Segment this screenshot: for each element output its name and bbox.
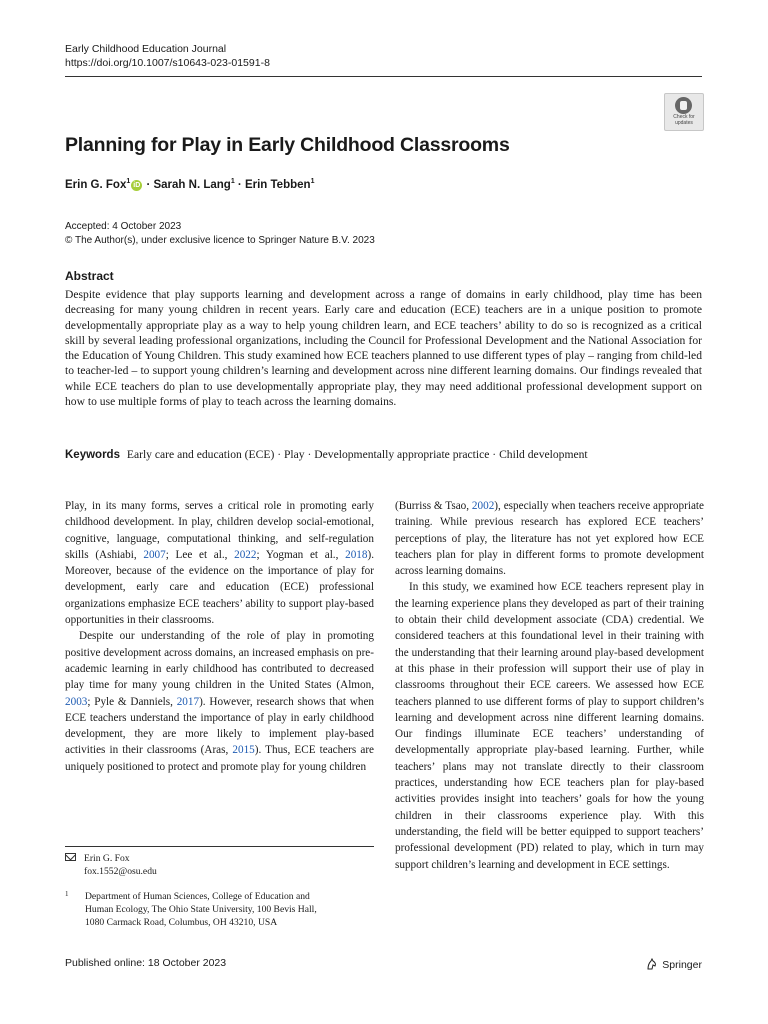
affiliation-text: Department of Human Sciences, College of Education and Human Ecology, The Ohio State University, 100 Bevis Hall, 1080 Carmack Road, Columbus, OH 43210, USA (85, 891, 317, 928)
citation-link[interactable]: 2022 (234, 548, 257, 561)
author-name[interactable]: Erin Tebben (244, 178, 311, 191)
keywords (65, 448, 705, 461)
keyword: Developmentally appropriate practice (314, 448, 490, 461)
affiliation-marker: 1 (230, 178, 235, 185)
keyword-separator: · (489, 448, 500, 461)
orcid-icon[interactable]: iD (133, 181, 141, 189)
published-date: Published online: 18 October 2023 (65, 957, 227, 969)
keyword: Early care and education (ECE) (126, 448, 275, 461)
abstract-heading: Abstract (65, 269, 114, 283)
body-paragraph: In this study, we examined how ECE teachers represent play in the learning experience plans they developed as part of their training to obtain their child development associate (CDA) credential. We considered teachers at this foundational level in their training with the understanding that their learning around play-based development at this phase in their profession will support their use of play in classrooms throughout their ECE careers. We assessed how ECE teachers planned to use different forms of play to support children’s learning and development across nine different learning domains. Our findings illuminate ECE teachers’ understanding of developmentally appropriate play-based learning. Further, while teachers’ plans may not translate directly to their classroom practices, understanding how ECE teachers plan for play-based activities provides insight into teachers’ goals for how the young children in their classrooms experience play. With this understanding, the field will be better equipped to support teachers’ professional development (PD) related to play, which in turn may support children’s learning and development in ECE settings. (395, 581, 704, 871)
citation-link[interactable]: 2017 (176, 695, 200, 708)
check-for-updates-badge[interactable] (664, 93, 704, 131)
article-title: Planning for Play in Early Childhood Classrooms (65, 134, 510, 156)
citation-link[interactable]: 2007 (143, 548, 166, 561)
author-list (65, 178, 314, 191)
article-dates (65, 220, 375, 247)
keyword-separator: · (274, 448, 284, 461)
corresponding-author (65, 852, 157, 878)
author-separator: · (234, 178, 245, 191)
keyword-separator: · (304, 448, 315, 461)
crossmark-icon (675, 97, 692, 114)
body-paragraph: Despite our understanding of the role of play in promoting positive development across domains, an increased emphasis on pre-academic learning in early childhood has contributed to decreased play time for many young children in the United States (Almon, 2003; Pyle & Danniels, 2017). However, research shows that when ECE teachers understand the importance of play in early childhood development, they are more likely to implement play-based activities in their classrooms (Aras, 2015). Thus, ECE teachers are uniquely positioned to protect and promote play for young children (65, 630, 375, 773)
journal-name: Early Childhood Education Journal (65, 43, 227, 55)
citation-link[interactable]: 2018 (345, 548, 368, 561)
contact-name: Erin G. Fox (84, 853, 130, 864)
springer-horse-icon (646, 958, 658, 970)
author-name[interactable]: Erin G. Fox (65, 178, 127, 191)
keyword: Play (283, 448, 305, 461)
citation-link[interactable]: 2002 (471, 500, 495, 512)
affiliation (65, 890, 374, 929)
journal-header (65, 42, 270, 70)
check-for-updates-label: Check for updates (673, 114, 695, 126)
abstract-text: Despite evidence that play supports learning and development across a range of domains in early childhood, play time has been decreasing for many young children in recent years. Early care and education (ECE) teachers are in a unique position to promote developmentally appropriate play as a way to help young children learn, and ECE teachers’ ability to do so is recognized as a critical skill by several leading professional organizations, including the Council for Professional Development and the National Association for the Education of Young Children. This study examined how ECE teachers planned to use different types of play – ranging from child-led to teacher-led – to support young children’s learning and development across nine different learning domains. Our findings revealed that while ECE teachers do plan to use developmentally appropriate play, they may need additional professional development support on how to use multiple forms of play to teach across the learning domains. (65, 288, 702, 409)
citation-link[interactable]: 2003 (65, 695, 88, 708)
publisher-name: Springer (662, 959, 702, 971)
doi-link[interactable]: https://doi.org/10.1007/s10643-023-01591-8 (65, 57, 270, 69)
footnote-rule (65, 846, 374, 847)
body-column-right (395, 498, 704, 873)
affiliation-marker: 1 (126, 178, 131, 185)
keywords-heading: Keywords (65, 449, 120, 461)
copyright-notice: © The Author(s), under exclusive licence to Springer Nature B.V. 2023 (65, 234, 375, 246)
affiliation-marker: 1 (310, 178, 315, 185)
affiliation-number: 1 (65, 890, 69, 898)
author-name[interactable]: Sarah N. Lang (153, 178, 231, 191)
body-paragraph: Play, in its many forms, serves a critical role in promoting early childhood development. In play, children develop social-emotional, cognitive, language, computational thinking, and self-regulation skills (Ashiabi, 2007; Lee et al., 2022; Yogman et al., 2018). Moreover, because of the evidence on the importance of play for development, early care and education (ECE) professional organizations emphasize ECE teachers’ ability to support play-based opportunities in their classrooms. (65, 500, 375, 627)
envelope-icon (65, 853, 76, 861)
body-paragraph: (Burriss & Tsao, 2002), especially when teachers receive appropriate training. While previous research has explored ECE teachers’ perceptions of play, the literature has not yet explored how ECE teachers plan for play in different forms to promote development across learning domains. (395, 500, 704, 578)
author-separator: · (143, 178, 154, 191)
citation-link[interactable]: 2015 (232, 744, 255, 757)
keyword: Child development (499, 448, 588, 461)
header-rule (65, 76, 702, 77)
publisher-logo (646, 958, 702, 971)
contact-email[interactable]: fox.1552@osu.edu (84, 866, 157, 877)
body-column-left (65, 498, 374, 775)
accepted-date: Accepted: 4 October 2023 (65, 221, 182, 232)
